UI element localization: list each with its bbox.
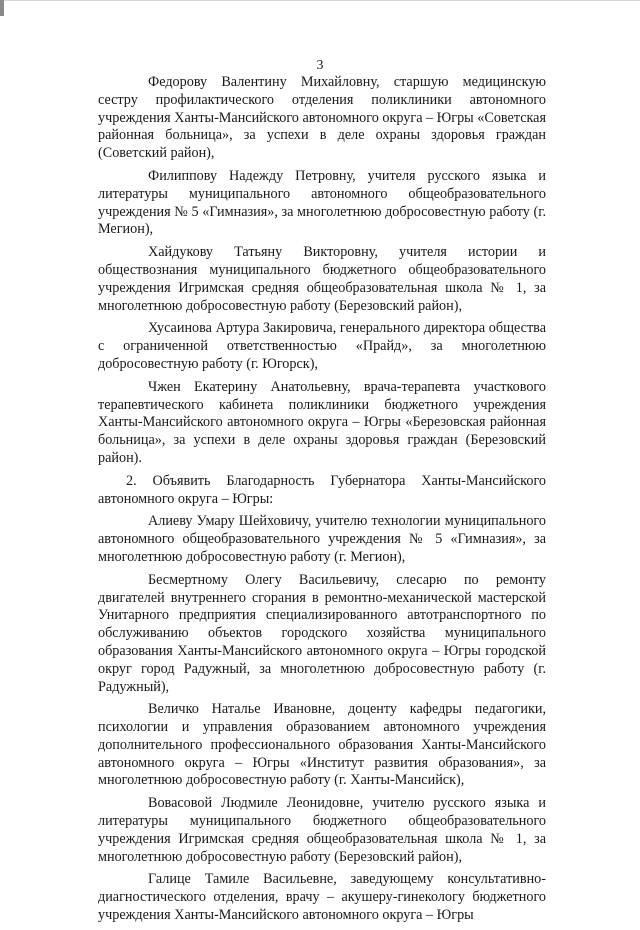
award-entry-fedorova: Федорову Валентину Михайловну, старшую медицинскую сестру профилактического отделения поликлиники автономного учреждения Ханты-Мансийского автономного округа – Югры «Советская районная больница», за успехи в деле охраны здоровья граждан (Советский район), xyxy=(98,74,546,162)
scan-edge-mark xyxy=(0,0,4,16)
document-body xyxy=(98,74,546,930)
gratitude-entry-galitse: Галице Тамиле Васильевне, заведующему консультативно-диагностического отделения, врачу – акушеру-гинекологу бюджетного учреждения Ханты-Мансийского автономного округа – Югры xyxy=(98,871,546,924)
award-entry-chzhen: Чжен Екатерину Анатольевну, врача-терапевта участкового терапевтического кабинета поликлиники бюджетного учреждения Ханты-Мансийского автономного округа – Югры «Березовская районная больница», за успехи в деле охраны здоровья граждан (Березовский район). xyxy=(98,378,546,466)
gratitude-entry-besmertny: Бесмертному Олегу Васильевичу, слесарю по ремонту двигателей внутреннего сгорания в ремонтно-механической мастерской Унитарного предприятия специализированного автотранспортного по обслуживанию объектов городского хозяйства муниципального образования Ханты-Мансийского автономного округа – Югры городской округ город Радужный, за многолетнюю добросовестную работу (г. Радужный), xyxy=(98,571,546,695)
gratitude-entry-velichko: Величко Наталье Ивановне, доценту кафедры педагогики, психологии и управления образованием автономного учреждения дополнительного профессионального образования Ханты-Мансийского автономного округа – Югры «Институт развития образования», за многолетнюю добросовестную работу (г. Ханты-Мансийск), xyxy=(98,701,546,789)
gratitude-entry-aliev: Алиеву Умару Шейховичу, учителю технологии муниципального автономного общеобразовательного учреждения № 5 «Гимназия», за многолетнюю добросовестную работу (г. Мегион), xyxy=(98,513,546,565)
section-2-heading: 2. Объявить Благодарность Губернатора Ханты-Мансийского автономного округа – Югры: xyxy=(98,472,546,507)
award-entry-khaydukova: Хайдукову Татьяну Викторовну, учителя истории и обществознания муниципального бюджетного общеобразовательного учреждения Игримская средняя общеобразовательная школа № 1, за многолетнюю добросовестную работу (Березовский район), xyxy=(98,244,546,314)
top-edge-rule xyxy=(0,0,640,1)
award-entry-filippova: Филиппову Надежду Петровну, учителя русского языка и литературы муниципального автономного общеобразовательного учреждения № 5 «Гимназия», за многолетнюю добросовестную работу (г. Мегион), xyxy=(98,167,546,238)
page-number: 3 xyxy=(316,58,324,73)
gratitude-entry-vovasova: Вовасовой Людмиле Леонидовне, учителю русского языка и литературы муниципального бюджетного общеобразовательного учреждения Игримская средняя общеобразовательная школа № 1, за многолетнюю добросовестную работу (Березовский район), xyxy=(98,795,546,865)
award-entry-khusainov: Хусаинова Артура Закировича, генерального директора общества с ограниченной ответственностью «Прайд», за многолетнюю добросовестную работу (г. Югорск), xyxy=(98,320,546,372)
